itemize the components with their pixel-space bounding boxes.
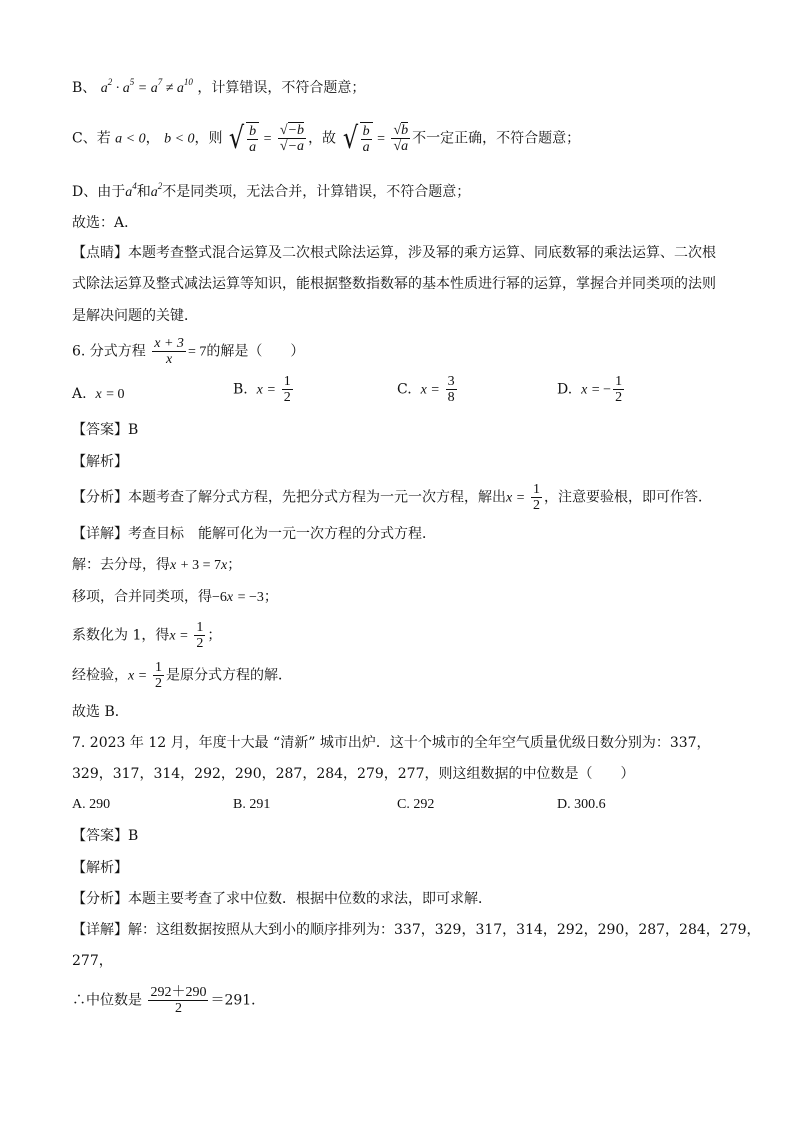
option-label: C. 292 bbox=[397, 797, 435, 812]
q6-option-a: A. x = 0 bbox=[72, 386, 125, 402]
text: 是解决问题的关键． bbox=[72, 308, 198, 324]
q7-fenxi bbox=[72, 889, 492, 909]
label: B、 bbox=[72, 80, 97, 96]
q7-median bbox=[72, 985, 265, 1016]
formula: $a^2$ bbox=[150, 181, 163, 200]
q7-option-b bbox=[233, 795, 270, 815]
q6-fenxi: 【分析】本题考查了解分式方程，先把分式方程为一元一次方程，解出x = $\frac{1}{2}$ ，注意要验根，即可作答． bbox=[72, 482, 713, 513]
text: 和 bbox=[136, 184, 151, 200]
option-d-analysis bbox=[72, 176, 470, 203]
option-label: D. bbox=[557, 381, 573, 398]
option-label: D. 300.6 bbox=[557, 797, 606, 812]
text: 6. 分式方程 bbox=[72, 343, 146, 360]
q6-option-d: D. x = − $\frac{1}{2}$ bbox=[557, 374, 623, 405]
answer-value: B bbox=[128, 828, 139, 844]
q7-option-d bbox=[557, 795, 606, 815]
text: ∴中位数是 bbox=[72, 992, 142, 1009]
text: 本题主要考查了求中位数．根据中位数的求法，即可求解． bbox=[128, 891, 492, 907]
formula: $a^2 \cdot a^5 = a^7 \ne a^{10}$ bbox=[100, 77, 193, 96]
q6-answer bbox=[72, 420, 138, 440]
sqrt-expression: √ $\frac{b}{a}$ bbox=[341, 122, 373, 155]
text: 解：这组数据按照从大到小的顺序排列为：337，329，317，314，292，290，287，284，279， bbox=[128, 922, 761, 938]
text: 系数化为 1，得 bbox=[72, 627, 170, 644]
answer-tag: 【答案】 bbox=[72, 422, 128, 438]
q6-step3: 系数化为 1，得x = $\frac{1}{2}$ ； bbox=[72, 620, 222, 651]
answer-tag: 【答案】 bbox=[72, 828, 128, 844]
xiangjie-tag: 【详解】 bbox=[72, 922, 128, 938]
option-label: A. 290 bbox=[72, 797, 111, 812]
fraction: $\frac{√b}{√a}$ bbox=[393, 123, 409, 154]
q5-comment-line2 bbox=[72, 274, 716, 294]
q6-xiangjie bbox=[72, 524, 436, 544]
q6-step4: 经检验，x = $\frac{1}{2}$ 是原分式方程的解． bbox=[72, 660, 293, 691]
option-label: B. 291 bbox=[233, 797, 271, 812]
text: ； bbox=[227, 557, 242, 573]
q7-option-c bbox=[397, 795, 434, 815]
formula: $a^4$ bbox=[125, 181, 137, 200]
text: 329，317，314，292，290，287，284，279，277，则这组数据的中位数是（ ） bbox=[72, 766, 635, 782]
text: 故选：A． bbox=[72, 215, 139, 231]
text: 【解析】 bbox=[72, 454, 128, 470]
text: 移项，合并同类项，得 bbox=[72, 589, 212, 605]
text: 277， bbox=[72, 953, 113, 969]
text: 不一定正确，不符合题意； bbox=[412, 130, 581, 147]
fenxi-tag: 【分析】 bbox=[72, 891, 128, 907]
text: ，则 bbox=[194, 130, 223, 147]
text: ，计算错误，不符合题意； bbox=[197, 80, 366, 96]
q7-answer bbox=[72, 826, 138, 846]
formula: b < 0 bbox=[164, 131, 195, 147]
option-label: C. bbox=[397, 381, 412, 398]
fenxi-tag: 【分析】 bbox=[72, 489, 128, 506]
label: C、若 bbox=[72, 130, 111, 147]
q6-choice bbox=[72, 702, 129, 722]
option-label: B. bbox=[233, 381, 248, 398]
q5-comment-line3 bbox=[72, 306, 198, 326]
text: 考查目标 能解可化为一元一次方程的分式方程． bbox=[128, 526, 436, 542]
text: 【解析】 bbox=[72, 860, 128, 876]
text: 的解是（ ） bbox=[206, 343, 305, 360]
q6-option-c: C. x = $\frac{3}{8}$ bbox=[397, 374, 455, 405]
q7-xiangjie-line2 bbox=[72, 951, 113, 971]
text: 本题考查整式混合运算及二次根式除法运算，涉及幂的乘方运算、同底数幂的乘法运算、二次根 bbox=[128, 245, 716, 261]
text: 是原分式方程的解． bbox=[166, 667, 293, 684]
text: 解：去分母，得 bbox=[72, 557, 170, 573]
option-b-analysis bbox=[72, 72, 365, 99]
text: 式除法运算及整式减法运算等知识，能根据整数指数幂的基本性质进行幂的运算，掌握合并同类项的法则 bbox=[72, 276, 716, 292]
fraction: $\frac{√-b}{√-a}$ bbox=[279, 123, 305, 154]
text: ，注意要验根，即可作答． bbox=[544, 489, 713, 506]
q7-stem-line1 bbox=[72, 733, 711, 753]
text: ，故 bbox=[308, 130, 337, 147]
sqrt-expression: √ $\frac{b}{a}$ bbox=[227, 122, 259, 155]
text: 本题考查了解分式方程，先把分式方程为一元一次方程，解出 bbox=[128, 489, 506, 506]
q5-comment bbox=[72, 243, 716, 263]
q6-step2: 移项，合并同类项，得−6x = −3； bbox=[72, 589, 278, 605]
numerator: 292＋290 bbox=[150, 985, 207, 1000]
text: 经检验， bbox=[72, 667, 128, 684]
formula: a < 0 bbox=[115, 131, 146, 147]
q6-step1: 解：去分母，得x + 3 = 7x； bbox=[72, 557, 242, 573]
q6-stem: 6. 分式方程 $\frac{x + 3}{x}$ = 7的解是（ ） bbox=[72, 336, 305, 367]
answer-value: B bbox=[128, 422, 139, 438]
option-c-analysis: C、若 a < 0， b < 0，则 √ $\frac{b}{a}$ = $\frac{√-b}{√-a}$ ，故 √ $\frac{b}{a}$ = $\frac{√b}{√a}$ 不一定正确，不符合题意； bbox=[72, 120, 581, 156]
q7-option-a bbox=[72, 795, 110, 815]
text: 7. 2023 年 12 月，年度十大最 “清新” 城市出炉．这十个城市的全年空气质量优级日数分别为：337， bbox=[72, 735, 711, 751]
q6-option-b: B. x = $\frac{1}{2}$ bbox=[233, 374, 291, 405]
label: D、由于 bbox=[72, 184, 126, 200]
text: ； bbox=[263, 589, 278, 605]
text: ， bbox=[145, 130, 160, 147]
text: 不是同类项，无法合并，计算错误，不符合题意； bbox=[162, 184, 471, 200]
xiangjie-tag: 【详解】 bbox=[72, 526, 128, 542]
q7-stem-line2 bbox=[72, 764, 635, 784]
text: ； bbox=[207, 627, 222, 644]
fraction: $\frac{x + 3}{x}$ bbox=[154, 336, 184, 367]
option-label: A. bbox=[72, 386, 87, 402]
q7-xiangjie bbox=[72, 920, 761, 940]
q6-analysis-tag bbox=[72, 452, 128, 472]
q7-analysis-tag bbox=[72, 858, 128, 878]
comment-tag: 【点睛】 bbox=[72, 245, 128, 261]
median-fraction bbox=[148, 985, 208, 1016]
text: ＝291． bbox=[210, 992, 266, 1009]
q5-choice bbox=[72, 213, 138, 233]
text: 故选 B． bbox=[72, 704, 129, 720]
denominator: 2 bbox=[174, 1001, 182, 1016]
